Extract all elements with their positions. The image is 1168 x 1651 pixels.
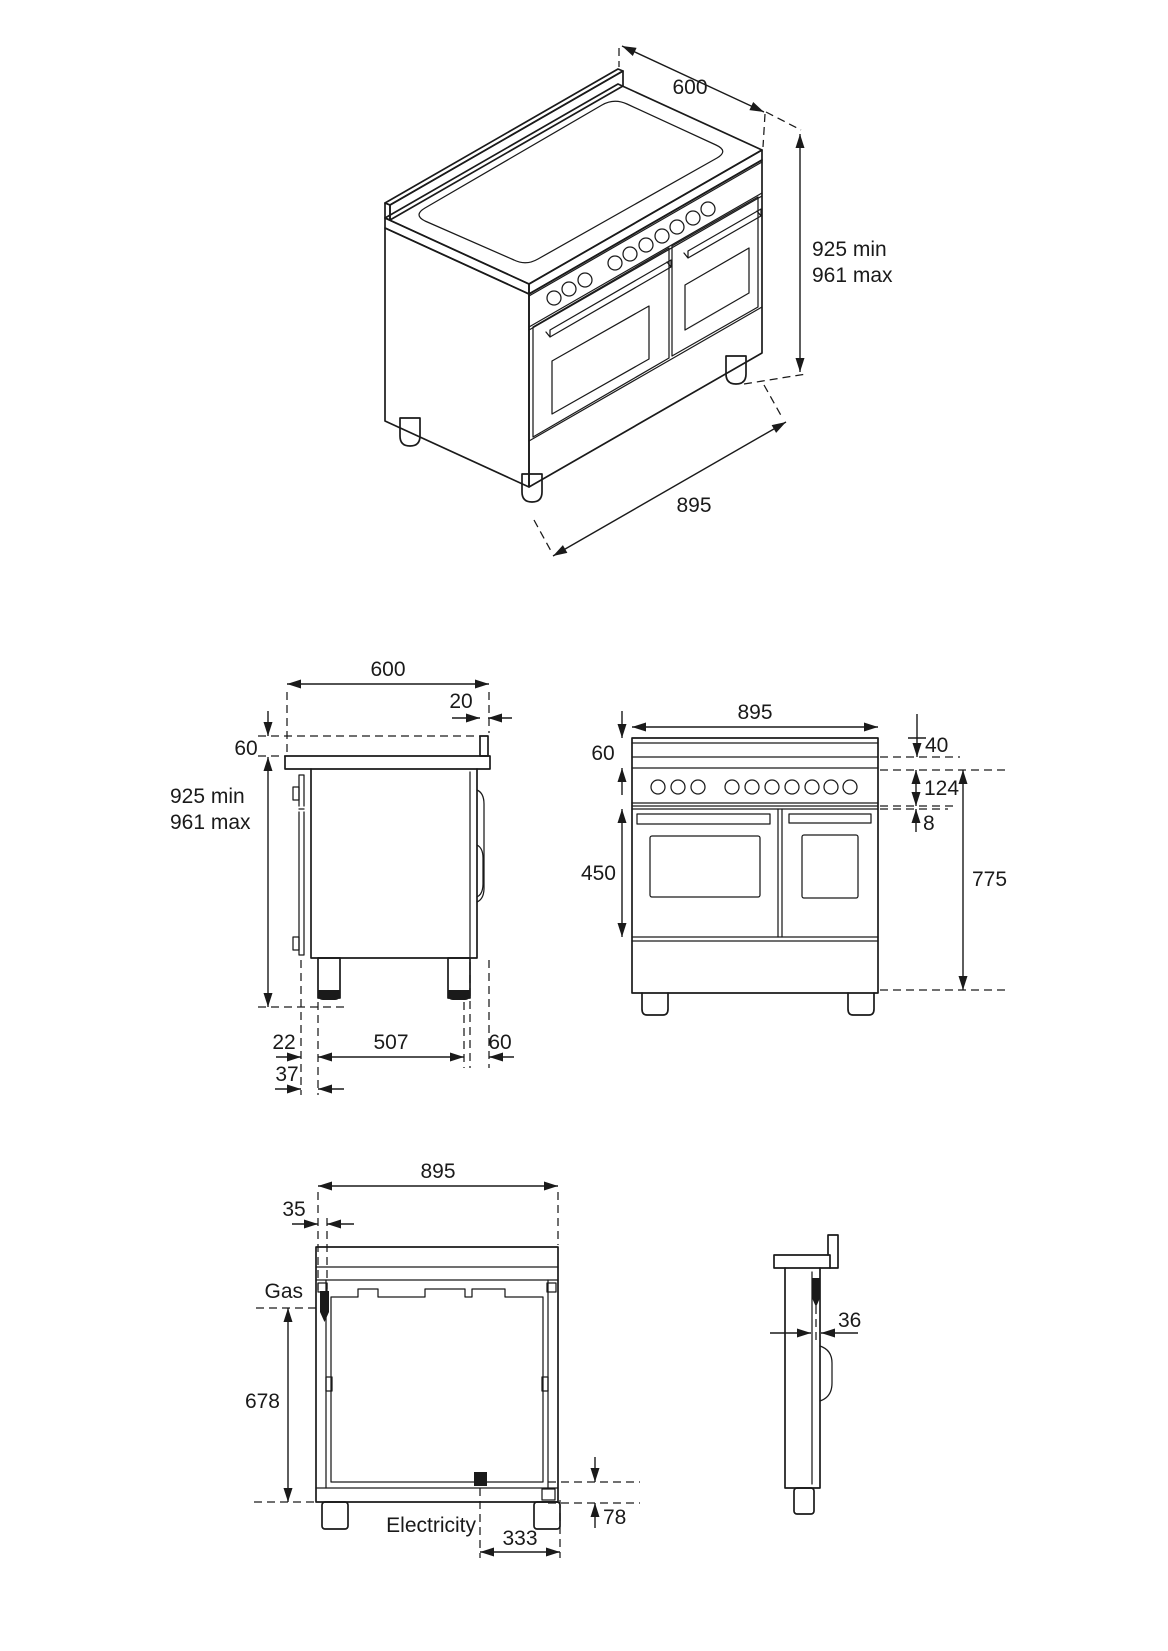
dim-label-height-max: 961 max — [812, 264, 893, 287]
door-divider — [778, 809, 782, 937]
worktop-slab — [285, 756, 490, 769]
dim-label-door-clearance: 22 — [272, 1031, 296, 1054]
foot — [848, 993, 874, 1015]
right-door-window — [802, 835, 858, 898]
control-knob — [547, 291, 561, 305]
dim-label-depth: 600 — [672, 76, 708, 99]
doors-bottom-lines — [632, 937, 878, 941]
foot — [522, 474, 542, 502]
control-knob — [691, 780, 705, 794]
electricity-connection — [474, 1472, 487, 1486]
dim-label-base-height: 78 — [603, 1506, 627, 1529]
worktop-front-edge — [529, 150, 762, 294]
dim-label-width: 895 — [420, 1160, 456, 1183]
control-knob — [623, 247, 637, 261]
backguard-front — [390, 71, 623, 220]
electricity-label: Electricity — [386, 1514, 476, 1537]
body-outline — [632, 738, 878, 993]
control-knob — [655, 229, 669, 243]
backguard-top — [385, 69, 623, 205]
dim-label-door-height: 450 — [580, 862, 616, 885]
control-knob — [686, 211, 700, 225]
dim-label-front-projection: 37 — [275, 1063, 299, 1086]
dim-label-height-min: 925 min — [170, 785, 245, 808]
dim-label-height-max: 961 max — [170, 811, 251, 834]
dim-label-body-height: 775 — [972, 868, 1008, 891]
dim-label-height-min: 925 min — [812, 238, 887, 261]
dim-label-gas-offset: 35 — [282, 1198, 306, 1221]
control-knob — [651, 780, 665, 794]
left-door-handle — [637, 814, 770, 824]
foot — [642, 993, 668, 1015]
control-knob — [843, 780, 857, 794]
dim-label-rear-clearance: 60 — [488, 1031, 512, 1054]
side-rails — [326, 1280, 548, 1488]
control-knob — [639, 238, 653, 252]
dim-label-gas-clearance: 36 — [838, 1309, 862, 1332]
front-view — [581, 701, 1007, 1015]
dim-label-feet-spacing: 507 — [373, 1031, 409, 1054]
foot-cap — [448, 990, 470, 1000]
dim-label-panel-height: 124 — [924, 777, 960, 800]
dim-label-backguard-thickness: 20 — [449, 690, 473, 713]
dim-label-width: 895 — [737, 701, 773, 724]
rear-profile-view — [770, 1235, 861, 1514]
left-door-handle — [546, 260, 671, 337]
ref-line — [880, 806, 954, 809]
hinge — [293, 937, 299, 950]
gas-connection — [812, 1278, 820, 1307]
foot — [322, 1502, 348, 1529]
foot — [534, 1502, 560, 1529]
dim-line-width — [553, 422, 786, 556]
ext-line — [534, 520, 551, 551]
door-edge — [299, 775, 304, 955]
control-knob — [578, 273, 592, 287]
body-outline — [311, 769, 477, 958]
control-knob — [671, 780, 685, 794]
dim-label-electricity-offset: 333 — [502, 1527, 538, 1550]
dim-label-panel-height: 678 — [244, 1390, 280, 1413]
worktop-left-edge — [385, 218, 529, 294]
hinge — [293, 787, 299, 800]
worktop-slab — [774, 1255, 830, 1268]
gas-label: Gas — [264, 1280, 303, 1303]
dim-label-width: 895 — [676, 494, 712, 517]
control-knob — [745, 780, 759, 794]
body-outline — [316, 1247, 558, 1502]
side-view — [170, 658, 514, 1095]
ext-line — [764, 385, 783, 419]
ext-line — [763, 114, 765, 147]
right-oven-door — [672, 197, 758, 356]
foot — [794, 1488, 814, 1514]
rear-pipe-cover-inner — [477, 845, 483, 897]
ext-line — [744, 374, 806, 384]
isometric-view — [385, 46, 893, 556]
backguard — [480, 736, 488, 756]
right-door-handle — [789, 814, 871, 823]
control-knob — [725, 780, 739, 794]
dim-label-backguard-height: 60 — [591, 742, 615, 765]
control-panel-bottom-lines — [632, 803, 878, 806]
body-front-face — [529, 160, 762, 487]
hob-surface — [419, 101, 723, 263]
dim-label-worktop-edge: 40 — [925, 734, 949, 757]
ext-line — [766, 112, 801, 130]
dim-label-depth: 600 — [370, 658, 406, 681]
dim-label-gap: 8 — [923, 812, 935, 835]
dim-label-backguard-height: 60 — [234, 737, 258, 760]
control-knob — [765, 780, 779, 794]
control-knobs — [651, 780, 857, 794]
control-knob — [670, 220, 684, 234]
foot — [726, 356, 746, 384]
control-knob — [562, 282, 576, 296]
control-knob — [805, 780, 819, 794]
rear-view — [245, 1160, 640, 1558]
control-knob — [785, 780, 799, 794]
control-knob — [701, 202, 715, 216]
control-knob — [608, 256, 622, 270]
foot-cap — [318, 990, 340, 1000]
left-door-window — [650, 836, 760, 897]
rear-panel — [331, 1289, 543, 1482]
backguard-band-lines — [316, 1267, 558, 1280]
junction-box — [542, 1489, 555, 1500]
control-knob — [824, 780, 838, 794]
pipe-cover-bulge — [820, 1346, 832, 1401]
body-left-face — [385, 228, 529, 487]
gas-connection — [320, 1291, 329, 1322]
